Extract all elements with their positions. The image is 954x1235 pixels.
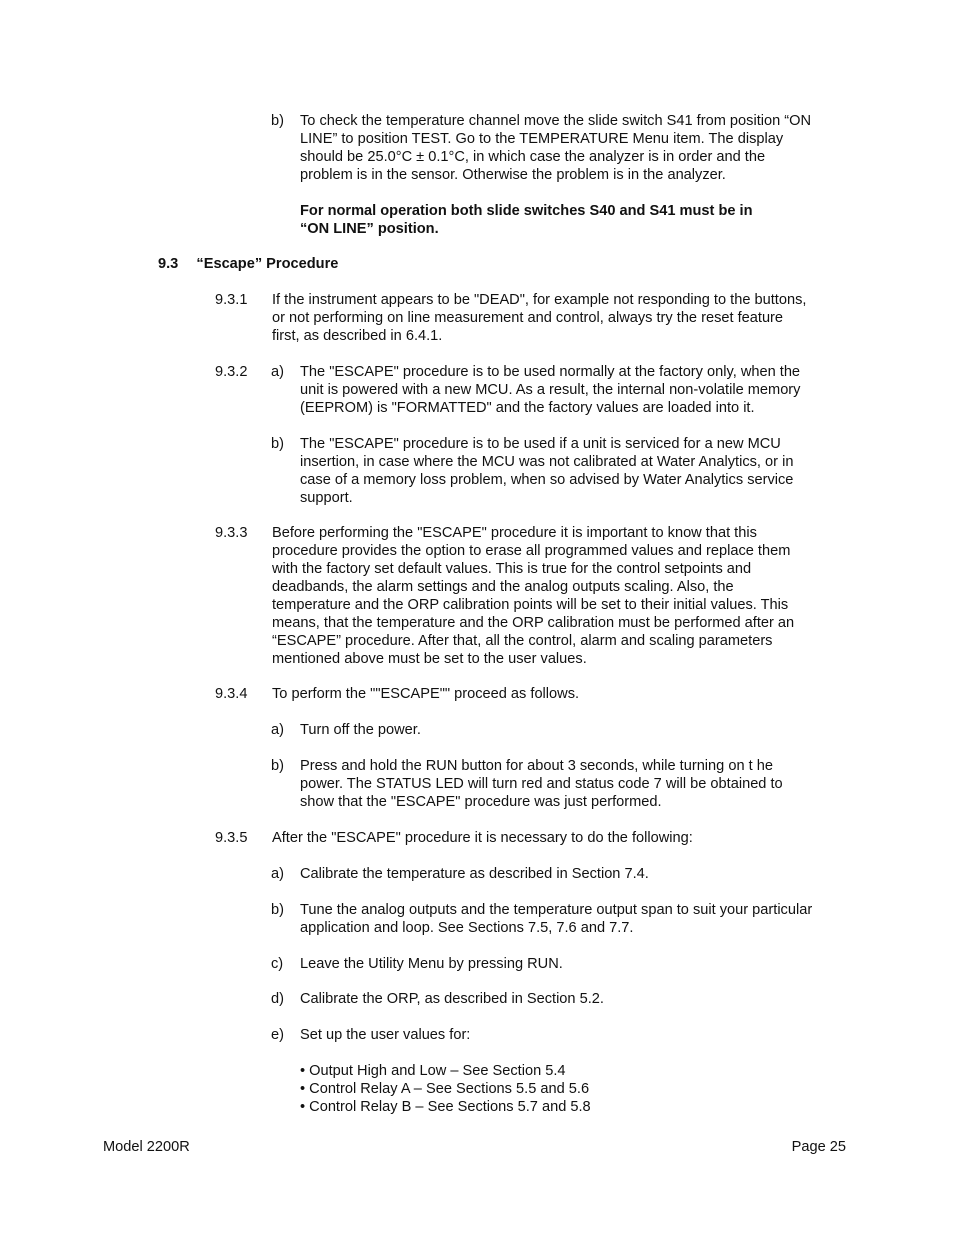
text-line: mentioned above must be set to the user values. — [272, 651, 587, 667]
text-line: Leave the Utility Menu by pressing RUN. — [300, 956, 563, 972]
item-label: c) — [271, 956, 284, 972]
text-line: If the instrument appears to be "DEAD", for example not responding to the buttons, — [272, 292, 807, 308]
text-line: support. — [300, 490, 353, 506]
paragraph-number: 9.3.3 — [215, 525, 248, 541]
paragraph — [300, 435, 793, 507]
footer-page-number: Page 25 — [791, 1139, 846, 1155]
item-label: b) — [271, 902, 284, 918]
item-label: a) — [271, 364, 284, 380]
item-label: a) — [271, 866, 284, 882]
text-line: insertion, in case where the MCU was not calibrated at Water Analytics, or in — [300, 454, 794, 470]
text-line: “ESCAPE” procedure. After that, all the control, alarm and scaling parameters — [272, 633, 773, 649]
paragraph — [300, 990, 604, 1008]
item-label: b) — [271, 758, 284, 774]
item-label: b) — [271, 113, 284, 129]
text-line: deadbands, the alarm settings and the analog outputs scaling. Also, the — [272, 579, 734, 595]
text-line: unit is powered with a new MCU. As a result, the internal non-volatile memory — [300, 382, 801, 398]
text-line: Calibrate the temperature as described in Section 7.4. — [300, 866, 649, 882]
text-line: The "ESCAPE" procedure is to be used normally at the factory only, when the — [300, 364, 801, 380]
text-line: (EEPROM) is "FORMATTED" and the factory values are loaded into it. — [300, 400, 755, 416]
text-line: “ON LINE” position. — [300, 221, 439, 237]
list-item: • Output High and Low – See Section 5.4 — [300, 1063, 566, 1079]
text-line: Calibrate the ORP, as described in Section 5.2. — [300, 991, 604, 1007]
bullet-list — [300, 1062, 591, 1116]
text-line: power. The STATUS LED will turn red and status code 7 will be obtained to — [300, 776, 783, 792]
text-line: means, that the temperature and the ORP calibration must be performed after an — [272, 615, 795, 631]
text-line: should be 25.0°C ± 0.1°C, in which case the analyzer is in order and the — [300, 149, 766, 165]
text-line: temperature and the ORP calibration points will be set to their initial values. This — [272, 597, 789, 613]
text-line: For normal operation both slide switches S40 and S41 must be in — [300, 203, 753, 219]
bold-note — [300, 202, 753, 238]
text-line: with the factory set default values. This is true for the control setpoints and — [272, 561, 752, 577]
text-line: LINE” to position TEST. Go to the TEMPERATURE Menu item. The display — [300, 131, 784, 147]
item-label: b) — [271, 436, 284, 452]
item-label: a) — [271, 722, 284, 738]
text-line: show that the "ESCAPE" procedure was just performed. — [300, 794, 662, 810]
item-label: e) — [271, 1027, 284, 1043]
text-line: first, as described in 6.4.1. — [272, 328, 443, 344]
text-line: Turn off the power. — [300, 722, 421, 738]
paragraph — [300, 721, 421, 739]
paragraph-intro: After the "ESCAPE" procedure it is necessary to do the following: — [272, 830, 693, 846]
text-line: To check the temperature channel move the slide switch S41 from position “ON — [300, 113, 812, 129]
paragraph-intro: To perform the ""ESCAPE"" proceed as follows. — [272, 686, 580, 702]
paragraph — [272, 291, 806, 345]
section-heading — [158, 255, 338, 273]
paragraph-number: 9.3.1 — [215, 292, 248, 308]
paragraph — [300, 901, 812, 937]
item-label: d) — [271, 991, 284, 1007]
list-item: • Control Relay B – See Sections 5.7 and 5.8 — [300, 1099, 591, 1115]
text-line: case of a memory loss problem, when so advised by Water Analytics service — [300, 472, 794, 488]
paragraph — [300, 955, 563, 973]
text-line: Press and hold the RUN button for about 3 seconds, while turning on t he — [300, 758, 773, 774]
text-line: or not performing on line measurement and control, always try the reset feature — [272, 310, 784, 326]
text-line: Tune the analog outputs and the temperature output span to suit your particular — [300, 902, 813, 918]
text-line: The "ESCAPE" procedure is to be used if a unit is serviced for a new MCU — [300, 436, 781, 452]
paragraph-number: 9.3.4 — [215, 686, 248, 702]
text-line: Before performing the "ESCAPE" procedure it is important to know that this — [272, 525, 757, 541]
paragraph — [300, 757, 783, 811]
paragraph — [300, 363, 800, 417]
footer-model: Model 2200R — [103, 1139, 190, 1155]
text-line: problem is in the sensor. Otherwise the problem is in the analyzer. — [300, 167, 726, 183]
paragraph — [300, 112, 811, 184]
paragraph — [300, 1026, 470, 1044]
text-line: application and loop. See Sections 7.5, 7.6 and 7.7. — [300, 920, 634, 936]
paragraph — [272, 524, 794, 668]
text-line: procedure provides the option to erase all programmed values and replace them — [272, 543, 791, 559]
paragraph-number: 9.3.2 — [215, 364, 248, 380]
section-title: “Escape” Procedure — [196, 256, 339, 272]
section-number: 9.3 — [158, 256, 179, 272]
text-line: Set up the user values for: — [300, 1027, 471, 1043]
paragraph — [300, 865, 649, 883]
list-item: • Control Relay A – See Sections 5.5 and 5.6 — [300, 1081, 590, 1097]
paragraph-number: 9.3.5 — [215, 830, 248, 846]
